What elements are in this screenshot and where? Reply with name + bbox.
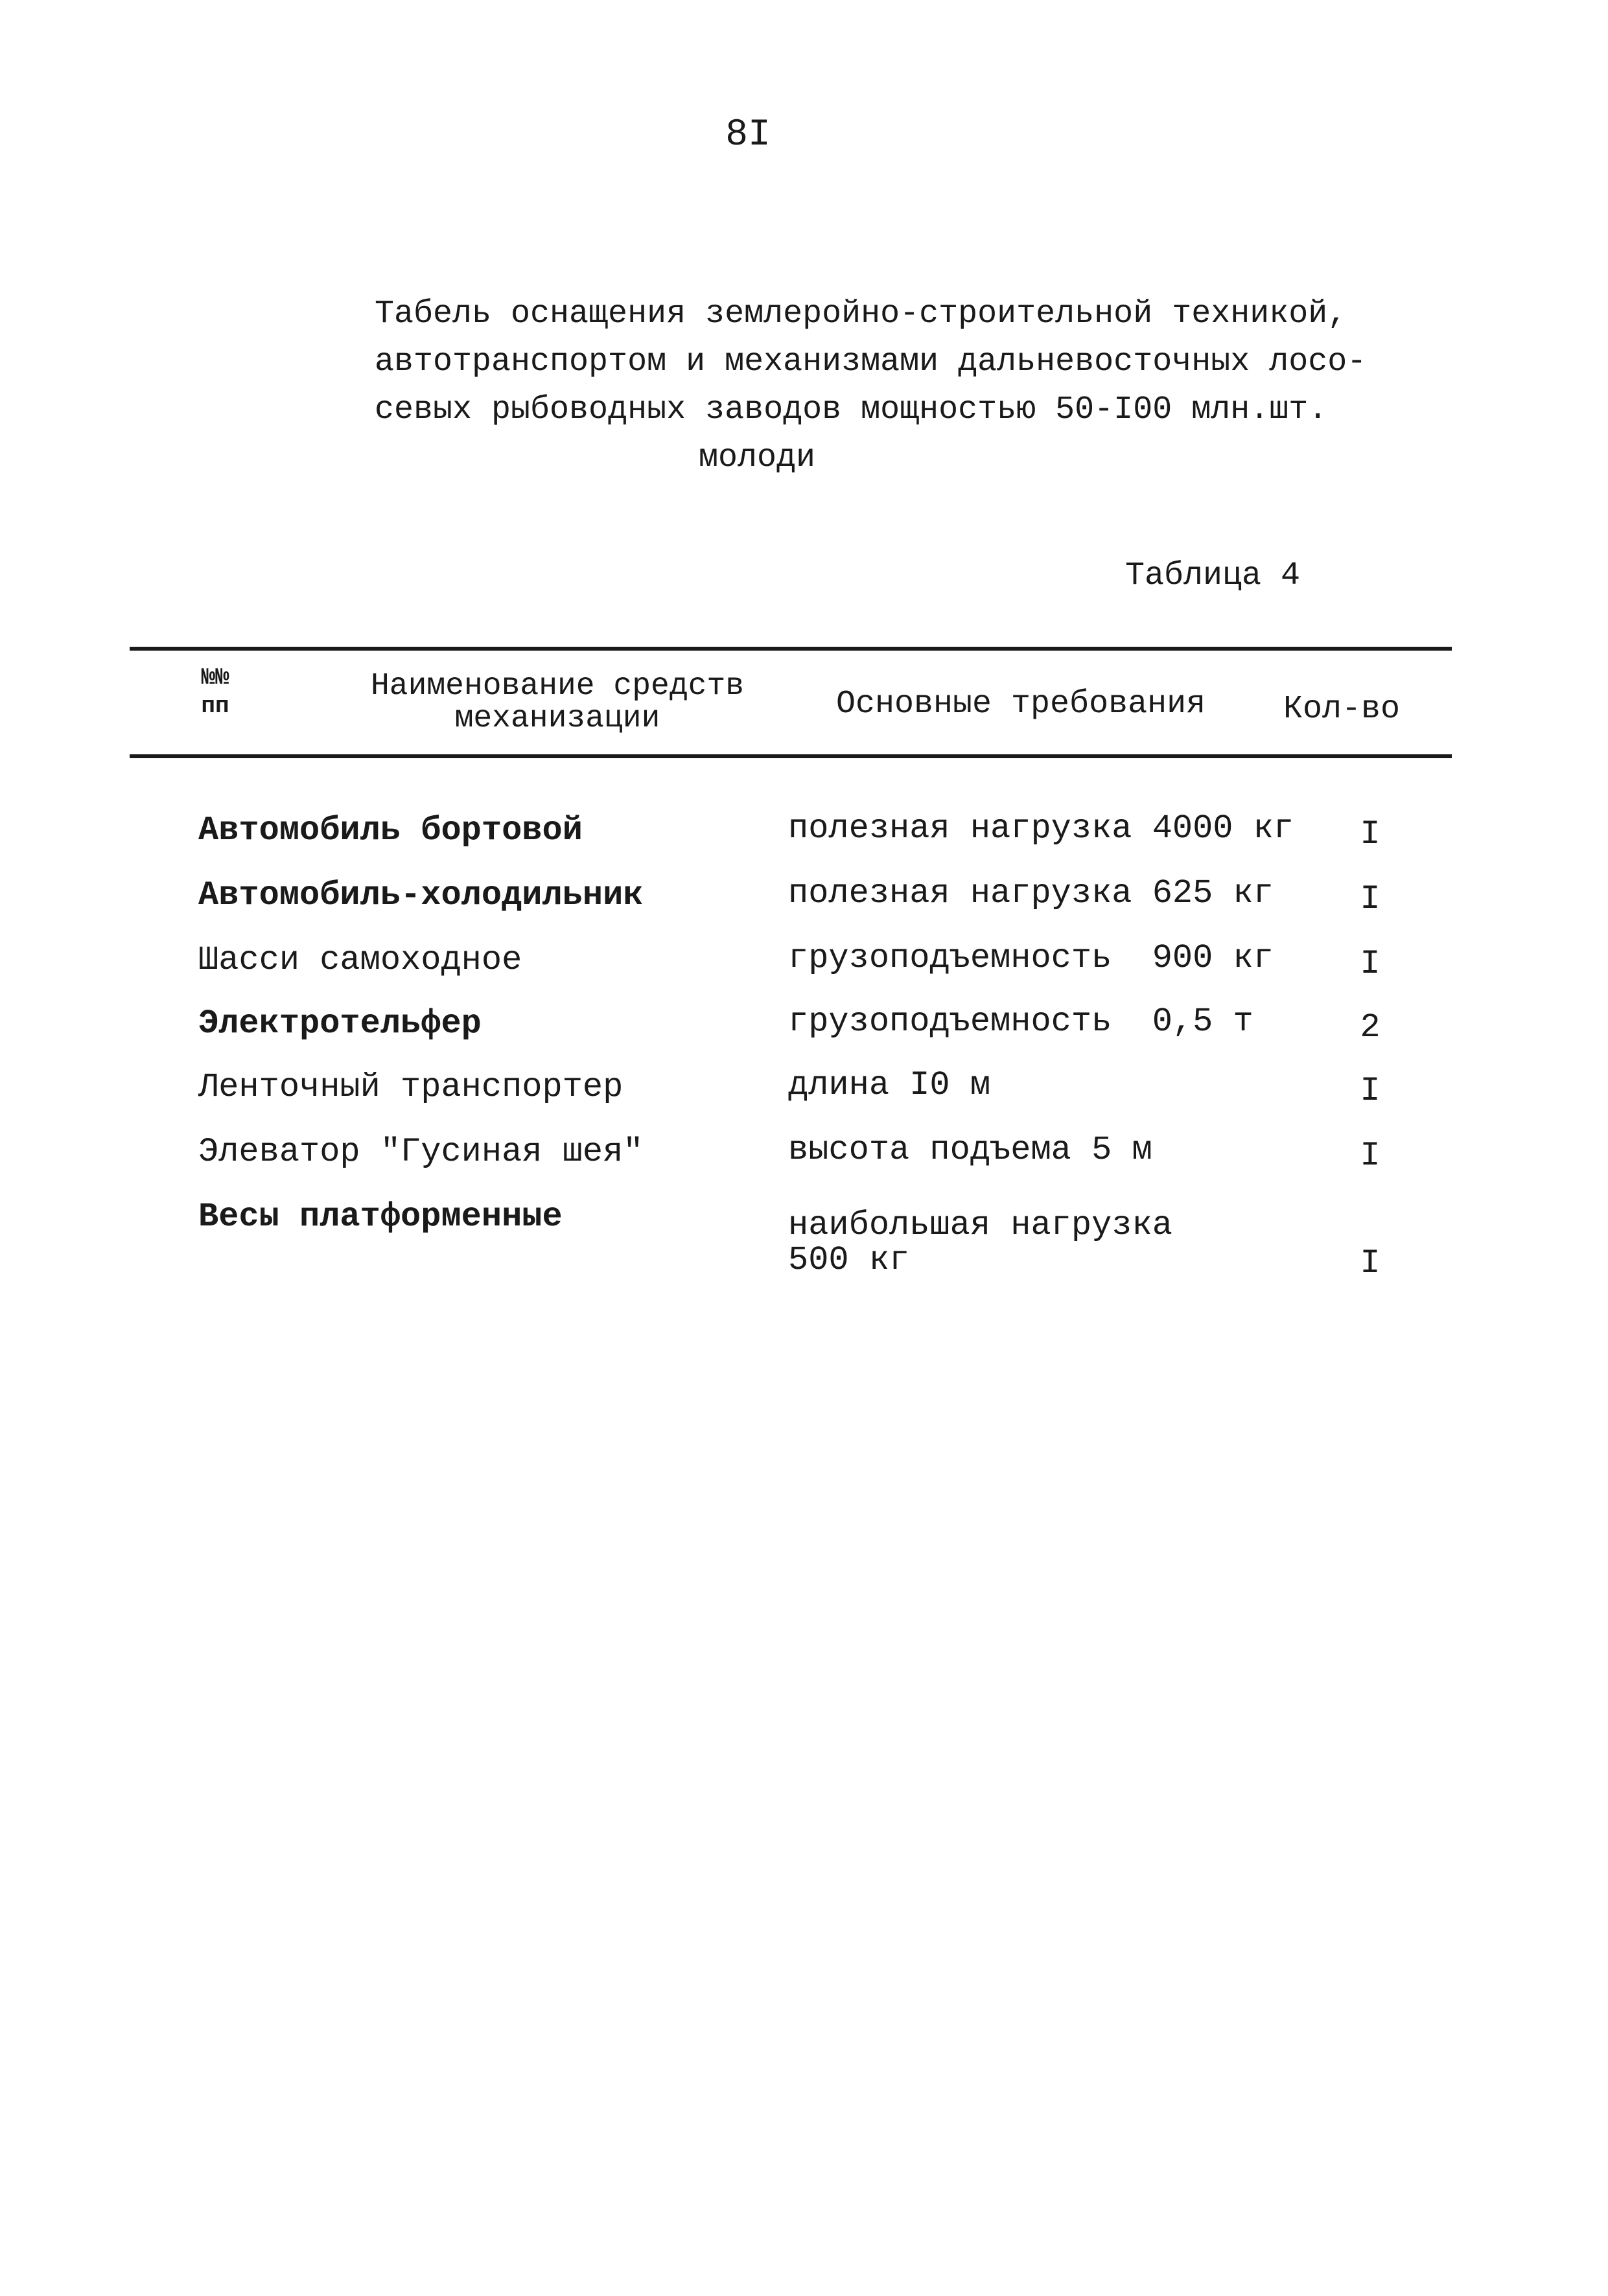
row-requirement: высота подъема 5 м: [788, 1131, 1152, 1169]
row-requirement: полезная нагрузка 625 кг: [788, 874, 1274, 912]
row-quantity: I: [1360, 815, 1381, 853]
row-name: Весы платформенные: [198, 1198, 563, 1236]
table-header-rule: [130, 754, 1452, 758]
row-name: Автомобиль-холодильник: [198, 876, 644, 914]
title-line: молоди: [699, 439, 816, 476]
table-row: [0, 1068, 1608, 1133]
row-requirement: грузоподъемность 900 кг: [788, 939, 1274, 977]
row-requirement: полезная нагрузка 4000 кг: [788, 809, 1294, 848]
document-title: [375, 290, 1438, 482]
row-name: Элеватор "Гусиная шея": [198, 1133, 644, 1171]
title-line: севых рыбоводных заводов мощностью 50-I00 млн.шт.: [375, 391, 1328, 428]
page-number: 8I: [725, 114, 771, 156]
title-line: автотранспортом и механизмами дальневосточных лосо-: [375, 343, 1367, 380]
table-row: [0, 811, 1608, 876]
table-label: Таблица 4: [1125, 557, 1301, 594]
row-name: Электротельфер: [198, 1004, 482, 1043]
row-requirement: длина I0 м: [788, 1066, 991, 1104]
row-quantity: I: [1360, 1072, 1381, 1110]
header-number: [189, 664, 241, 721]
table-row: [0, 876, 1608, 941]
row-requirement: наибольшая нагрузка 500 кг: [788, 1206, 1172, 1279]
row-quantity: I: [1360, 1244, 1381, 1282]
table-row: [0, 1198, 1608, 1288]
row-quantity: I: [1360, 1137, 1381, 1175]
row-name: Шасси самоходное: [198, 941, 522, 979]
table-top-rule: [130, 647, 1452, 651]
header-number-line1: №№: [201, 664, 229, 691]
header-number-line2: пп: [201, 693, 229, 719]
table-row: [0, 1004, 1608, 1069]
row-name: Ленточный транспортер: [198, 1068, 623, 1106]
header-name: [324, 670, 791, 735]
row-quantity: I: [1360, 945, 1381, 983]
row-name: Автомобиль бортовой: [198, 811, 583, 850]
row-quantity: 2: [1360, 1008, 1381, 1047]
row-quantity: I: [1360, 880, 1381, 918]
table-row: [0, 1133, 1608, 1198]
title-line: Табель оснащения землеройно-строительной техникой,: [375, 296, 1347, 332]
header-quantity: Кол-во: [1283, 691, 1401, 728]
header-name-line1: Наименование средств: [370, 669, 745, 704]
table-row: [0, 941, 1608, 1006]
header-name-line2: механизации: [454, 701, 660, 736]
row-requirement: грузоподъемность 0,5 т: [788, 1003, 1253, 1041]
header-requirements: Основные требования: [836, 686, 1206, 723]
